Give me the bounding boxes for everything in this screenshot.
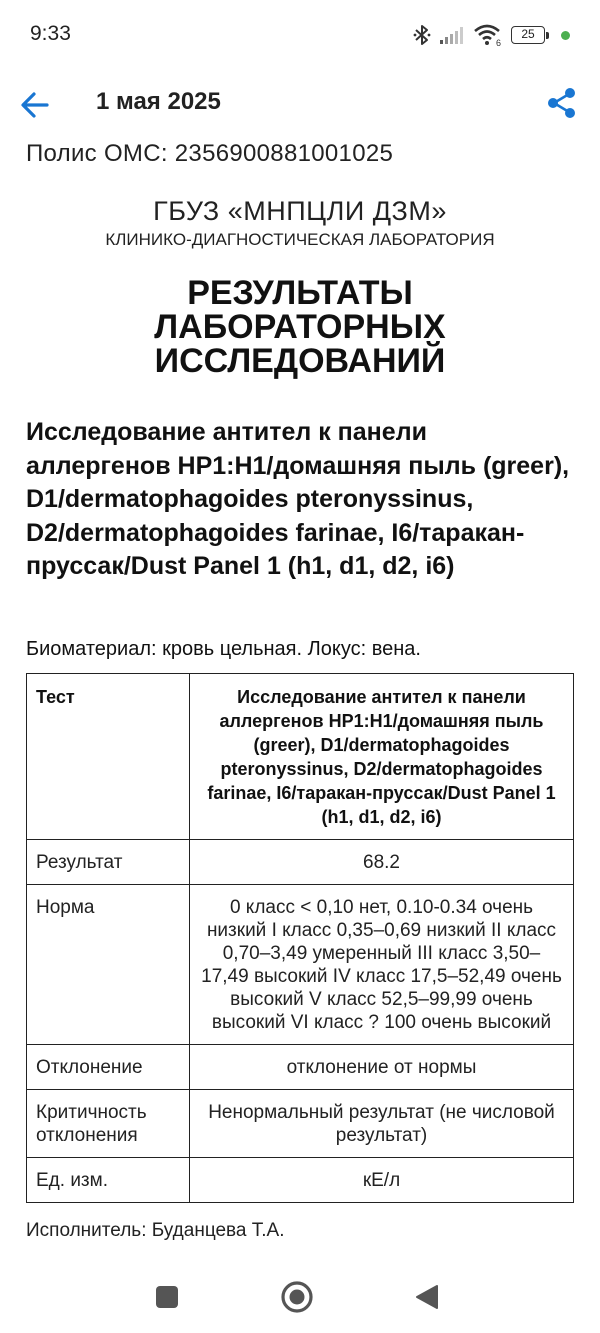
row-label: Результат	[27, 840, 190, 885]
system-nav-bar	[0, 1262, 600, 1333]
row-value: кЕ/л	[190, 1158, 574, 1203]
wifi-6-icon	[473, 23, 503, 47]
back-button[interactable]	[18, 88, 52, 122]
study-title: Исследование антител к панели аллергенов HP1:H1/домашняя пыль (greer), D1/dermatophagoides pteronyssinus, D2/dermatophagoides farinae, I6/таракан-пруссак/Dust Panel 1 (h1, d1, d2, i6)	[26, 418, 570, 580]
share-icon	[546, 86, 578, 120]
table-row	[27, 674, 574, 840]
nav-back-button[interactable]	[410, 1280, 444, 1314]
table-row	[27, 1045, 574, 1090]
app-bar	[0, 74, 600, 134]
home-button[interactable]	[280, 1280, 314, 1314]
policy-number: Полис ОМС: 2356900881001025	[26, 140, 394, 167]
row-value: Ненормальный результат (не числовой результат)	[190, 1090, 574, 1158]
table-row	[27, 1158, 574, 1203]
status-bar	[0, 0, 600, 70]
row-value: отклонение от нормы	[190, 1045, 574, 1090]
page-title: 1 мая 2025	[96, 88, 221, 115]
status-time: 9:33	[30, 22, 71, 45]
row-label: Критичность отклонения	[27, 1090, 190, 1158]
executor-line: Исполнитель: Буданцева Т.А.	[26, 1220, 285, 1241]
recents-button[interactable]	[150, 1280, 184, 1314]
signal-icon	[439, 25, 465, 45]
row-label: Ед. изм.	[27, 1158, 190, 1203]
row-value: Исследование антител к панели аллергенов HP1:H1/домашняя пыль (greer), D1/dermatophagoides pteronyssinus, D2/dermatophagoides farinae, I6/таракан-пруссак/Dust Panel 1 (h1, d1, d2, i6)	[190, 674, 574, 840]
results-table	[26, 673, 574, 1203]
svg-text:6: 6	[496, 38, 502, 47]
active-dot	[561, 31, 570, 40]
row-value: 68.2	[190, 840, 574, 885]
battery-level: 25	[511, 26, 545, 44]
home-circle-icon	[280, 1280, 314, 1314]
document-heading: РЕЗУЛЬТАТЫ ЛАБОРАТОРНЫХ ИССЛЕДОВАНИЙ	[154, 274, 446, 380]
table-row	[27, 885, 574, 1045]
org-name: ГБУЗ «МНПЦЛИ ДЗМ»	[153, 196, 447, 226]
row-label: Отклонение	[27, 1045, 190, 1090]
battery-icon	[511, 26, 549, 44]
row-label: Тест	[27, 674, 190, 840]
biomaterial-line: Биоматериал: кровь цельная. Локус: вена.	[26, 638, 421, 660]
bluetooth-icon	[413, 23, 431, 47]
table-row	[27, 840, 574, 885]
row-label: Норма	[27, 885, 190, 1045]
back-triangle-icon	[410, 1280, 444, 1314]
status-icons	[413, 22, 570, 48]
recents-square-icon	[150, 1280, 184, 1314]
lab-report-document[interactable]	[0, 134, 600, 1254]
org-subtitle: КЛИНИКО-ДИАГНОСТИЧЕСКАЯ ЛАБОРАТОРИЯ	[105, 230, 495, 249]
share-button[interactable]	[546, 86, 578, 120]
table-row	[27, 1090, 574, 1158]
arrow-back-icon	[18, 88, 52, 122]
row-value: 0 класс < 0,10 нет, 0.10-0.34 очень низкий I класс 0,35–0,69 низкий II класс 0,70–3,49 умеренный III класс 3,50–17,49 высокий IV класс 17,5–52,49 очень высокий V класс 52,5–99,99 очень высокий VI класс ? 100 очень высокий	[190, 885, 574, 1045]
